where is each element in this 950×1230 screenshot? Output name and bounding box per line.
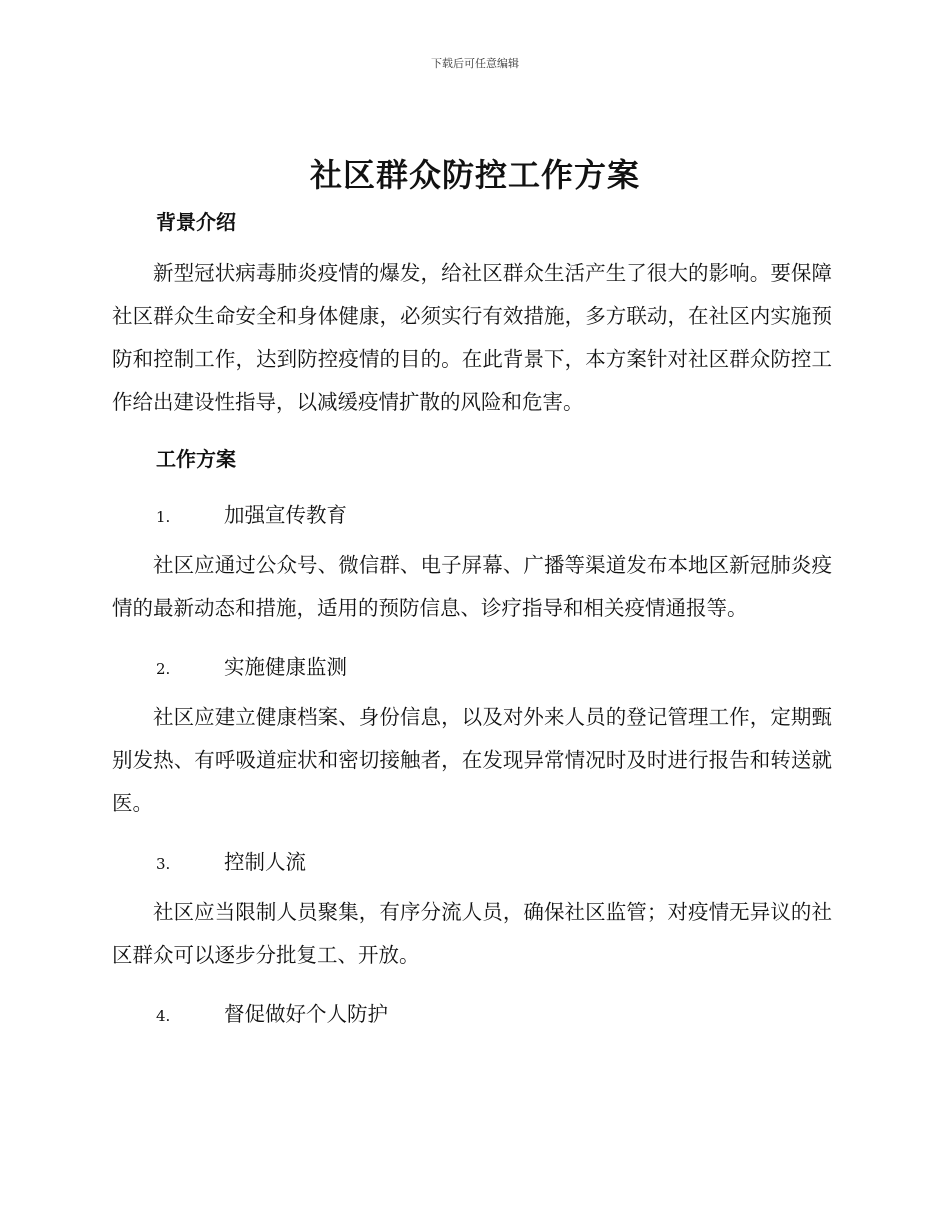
list-item-title: 控制人流 <box>224 850 306 874</box>
item-1-paragraph: 社区应通过公众号、微信群、电子屏幕、广播等渠道发布本地区新冠肺炎疫情的最新动态和措施，适用的预防信息、诊疗指导和相关疫情通报等。 <box>112 553 832 620</box>
list-number: 1. <box>156 508 171 526</box>
list-item-title: 实施健康监测 <box>224 655 347 679</box>
header-note: 下载后可任意编辑 <box>431 57 519 70</box>
list-number: 4. <box>156 1007 171 1025</box>
list-item-1 <box>156 498 347 528</box>
background-paragraph: 新型冠状病毒肺炎疫情的爆发，给社区群众生活产生了很大的影响。要保障社区群众生命安全和身体健康，必须实行有效措施，多方联动，在社区内实施预防和控制工作，达到防控疫情的目的。在此背景下，本方案针对社区群众防控工作给出建设性指导，以减缓疫情扩散的风险和危害。 <box>112 261 832 414</box>
section-heading-plan: 工作方案 <box>156 447 236 471</box>
item-2-paragraph: 社区应建立健康档案、身份信息，以及对外来人员的登记管理工作，定期甄别发热、有呼吸道症状和密切接触者，在发现异常情况时及时进行报告和转送就医。 <box>112 705 832 815</box>
item-3-paragraph: 社区应当限制人员聚集，有序分流人员，确保社区监管；对疫情无异议的社区群众可以逐步分批复工、开放。 <box>112 900 832 967</box>
section-heading-background: 背景介绍 <box>156 210 236 234</box>
list-item-2 <box>156 650 347 680</box>
list-item-title: 督促做好个人防护 <box>224 1002 388 1026</box>
list-item-4 <box>156 997 388 1027</box>
list-number: 2. <box>156 660 171 678</box>
list-item-3 <box>156 845 306 875</box>
list-number: 3. <box>156 855 171 873</box>
document-title: 社区群众防控工作方案 <box>309 156 640 194</box>
list-item-title: 加强宣传教育 <box>224 503 347 527</box>
